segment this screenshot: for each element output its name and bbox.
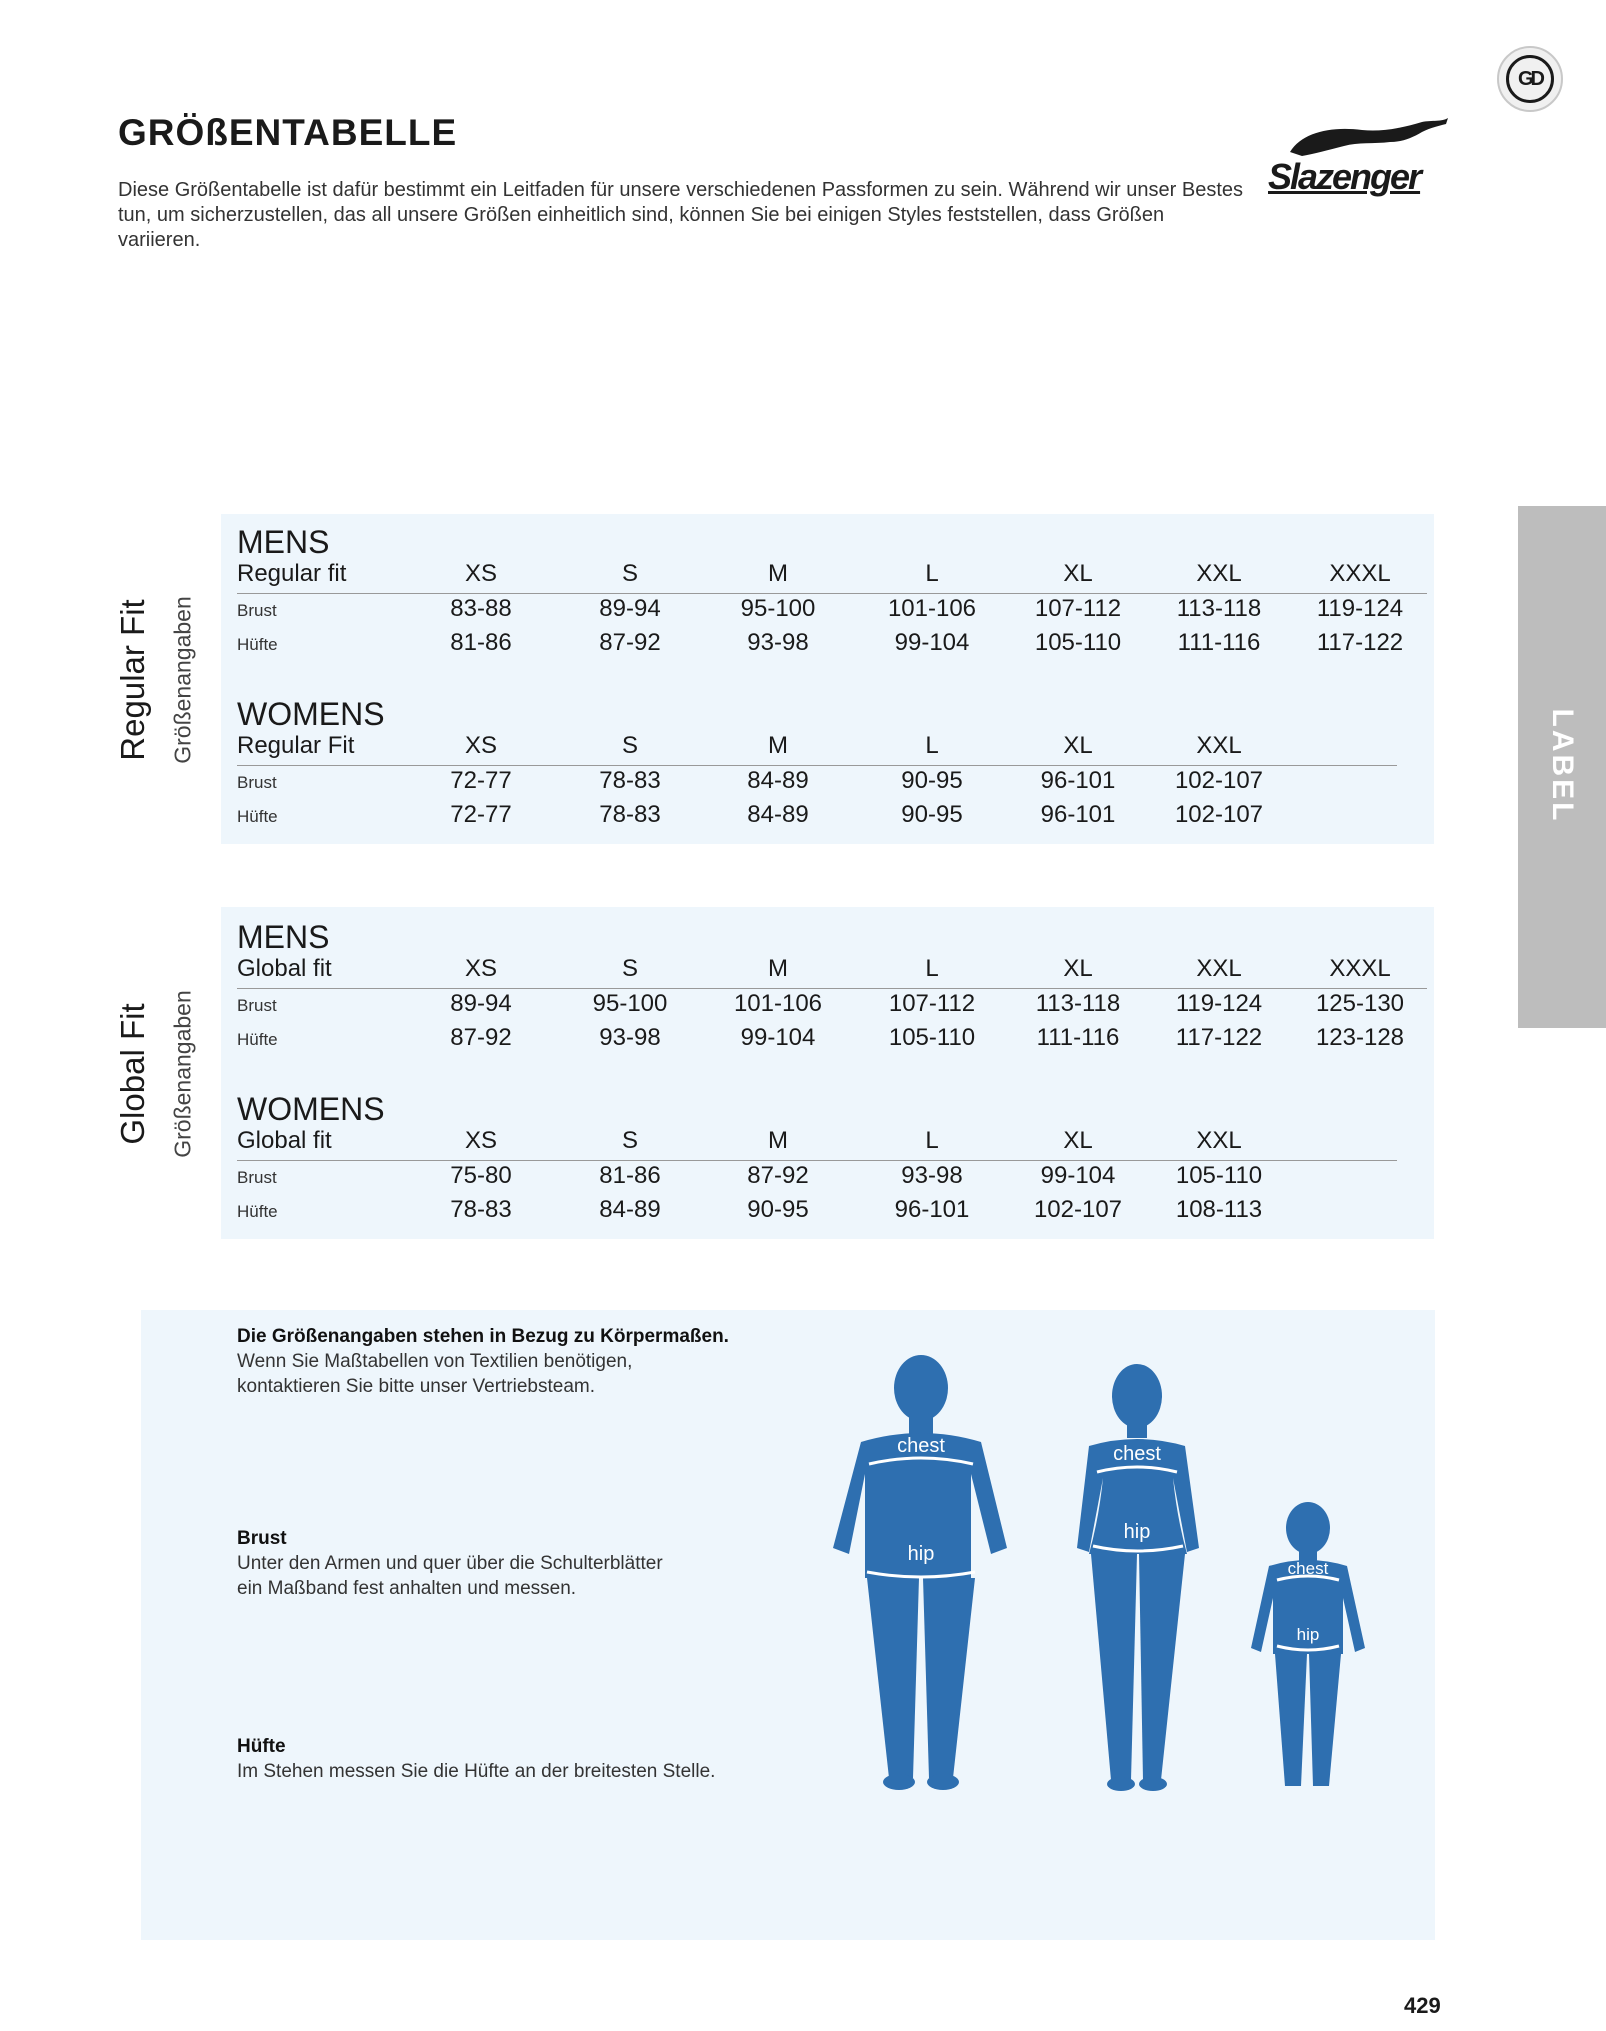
table-cell: 95-100 [740,595,816,622]
table-cell: 90-95 [747,1196,809,1223]
fit-label: Regular fit [237,560,347,587]
regular-fit-sublabel: Größenangaben [169,596,196,764]
table-cell: 90-95 [901,767,963,794]
size-header: L [925,732,939,759]
table-cell: 117-122 [1175,1024,1263,1051]
size-header: M [768,732,788,759]
size-header: XXXL [1329,560,1391,587]
table-cell: 102-107 [1174,767,1264,794]
row-label: Brust [237,601,277,620]
side-tab-label: LABEL [1546,708,1579,824]
size-header: XL [1063,732,1093,759]
table-cell: 111-116 [1177,629,1261,656]
size-header: L [925,560,939,587]
child-figure-icon [1251,1502,1365,1786]
global-fit-title: Global Fit [114,1003,151,1145]
hip-label: hip [1123,1521,1151,1543]
intro-line: Wenn Sie Maßtabellen von Textilien benötigen, [237,1351,633,1372]
size-header: XS [464,732,497,759]
table-row [237,1023,1427,1057]
table-cell: 102-107 [1033,1196,1123,1223]
woman-figure-icon [1077,1364,1199,1791]
size-header: S [621,732,638,759]
table-cell: 93-98 [599,1024,661,1051]
table-cell: 93-98 [747,629,809,656]
table-cell: 125-130 [1315,990,1405,1017]
table-cell: 107-112 [1034,595,1122,622]
table-cell: 84-89 [599,1196,661,1223]
measurement-panel [141,1310,1435,1940]
huefte-block [237,1734,715,1784]
table-cell: 84-89 [747,767,809,794]
table-cell: 105-110 [888,1024,976,1051]
body-figures-illustration [821,1348,1401,1928]
size-header: XXL [1196,1127,1242,1154]
table-heading: MENS [237,919,330,955]
table-cell: 89-94 [450,990,512,1017]
table-header-row [237,1127,1397,1161]
table-row [237,800,1397,834]
table-cell: 96-101 [894,1196,970,1223]
table-cell: 108-113 [1175,1196,1263,1223]
table-row [237,1161,1397,1195]
chest-label: chest [1287,1559,1329,1578]
table-cell: 101-106 [733,990,823,1017]
table-cell: 117-122 [1316,629,1404,656]
table-row [237,1195,1397,1229]
intro-heading: Die Größenangaben stehen in Bezug zu Körpermaßen. [237,1326,729,1347]
table-cell: 105-110 [1034,629,1122,656]
table-row [237,594,1427,628]
brust-block [237,1526,663,1601]
size-header: XL [1063,560,1093,587]
table-cell: 72-77 [450,801,512,828]
huefte-heading: Hüfte [237,1736,286,1757]
intro-line: kontaktieren Sie bitte unser Vertriebsteam. [237,1376,596,1397]
size-header: XS [464,560,497,587]
table-row [237,989,1427,1023]
row-label: Brust [237,773,277,792]
table-cell: 87-92 [599,629,661,656]
chest-label: chest [1113,1443,1161,1465]
size-header: XL [1063,1127,1093,1154]
table-cell: 99-104 [740,1024,816,1051]
hip-label: hip [1296,1625,1320,1644]
size-header: M [768,1127,788,1154]
size-header: XXL [1196,560,1242,587]
size-header: M [768,955,788,982]
table-cell: 105-110 [1175,1162,1263,1189]
size-header: XS [464,1127,497,1154]
global-mens-table [237,919,1427,1057]
size-header: L [925,1127,939,1154]
size-header: XXXL [1329,955,1391,982]
table-cell: 78-83 [599,801,661,828]
brust-heading: Brust [237,1528,287,1549]
table-heading: WOMENS [237,696,385,732]
table-cell: 75-80 [450,1162,512,1189]
table-cell: 111-116 [1036,1024,1120,1051]
brust-line: Unter den Armen und quer über die Schulterblätter [237,1553,663,1574]
gd-logo-icon [1497,46,1563,112]
table-cell: 84-89 [747,801,809,828]
hip-label: hip [907,1543,935,1565]
fit-label: Global fit [237,1127,332,1154]
fit-label: Global fit [237,955,332,982]
regular-fit-panel [221,514,1434,844]
table-cell: 95-100 [592,990,668,1017]
row-label: Brust [237,996,277,1015]
table-cell: 99-104 [894,629,970,656]
table-cell: 102-107 [1174,801,1264,828]
size-header: XXL [1196,732,1242,759]
table-cell: 72-77 [450,767,512,794]
regular-mens-table [237,524,1427,662]
fit-label: Regular Fit [237,732,355,759]
table-header-row [237,560,1427,594]
table-cell: 78-83 [599,767,661,794]
table-heading: WOMENS [237,1091,385,1127]
page-number: 429 [1404,1993,1441,2018]
row-label: Hüfte [237,1202,278,1221]
table-cell: 96-101 [1040,801,1116,828]
table-cell: 89-94 [599,595,661,622]
size-header: L [925,955,939,982]
table-cell: 119-124 [1316,595,1404,622]
table-cell: 107-112 [888,990,976,1017]
table-cell: 87-92 [450,1024,512,1051]
table-cell: 81-86 [450,629,512,656]
table-cell: 87-92 [747,1162,809,1189]
table-heading: MENS [237,524,330,560]
size-header: XXL [1196,955,1242,982]
huefte-line: Im Stehen messen Sie die Hüfte an der breitesten Stelle. [237,1761,716,1782]
table-cell: 93-98 [901,1162,963,1189]
global-fit-sublabel: Größenangaben [169,990,196,1158]
table-cell: 101-106 [887,595,977,622]
table-cell: 113-118 [1035,990,1121,1017]
table-header-row [237,732,1397,766]
size-header: S [621,1127,638,1154]
table-cell: 123-128 [1315,1024,1405,1051]
size-header: S [621,560,638,587]
side-tab [1518,506,1606,1028]
table-cell: 119-124 [1175,990,1263,1017]
chest-label: chest [897,1435,945,1457]
table-cell: 99-104 [1040,1162,1116,1189]
table-header-row [237,955,1427,989]
man-figure-icon [833,1355,1007,1790]
row-label: Hüfte [237,807,278,826]
row-label: Hüfte [237,1030,278,1049]
table-cell: 90-95 [901,801,963,828]
table-cell: 81-86 [599,1162,661,1189]
table-cell: 83-88 [450,595,512,622]
intro-text: Diese Größentabelle ist dafür bestimmt ein Leitfaden für unsere verschiedenen Passformen zu sein. Während wir unser Bestes tun, um sicherzustellen, das all unsere Größen einheitlich sind, können Sie bei einigen Styles feststellen, dass Größen variieren. [118,179,1243,251]
row-label: Hüfte [237,635,278,654]
intro-block [237,1324,729,1399]
table-row [237,766,1397,800]
table-cell: 113-118 [1176,595,1262,622]
global-fit-panel [221,907,1434,1239]
regular-womens-table [237,696,1397,834]
size-header: XL [1063,955,1093,982]
gd-logo-text: GD [1506,55,1554,103]
size-header: S [621,955,638,982]
size-header: M [768,560,788,587]
brust-line: ein Maßband fest anhalten und messen. [237,1578,577,1599]
brand-name: Slazenger [1268,156,1421,197]
global-womens-table [237,1091,1397,1229]
regular-fit-title: Regular Fit [114,599,151,761]
table-cell: 96-101 [1040,767,1116,794]
table-row [237,628,1427,662]
size-header: XS [464,955,497,982]
table-cell: 78-83 [450,1196,512,1223]
page-title: GRÖßENTABELLE [118,112,458,153]
row-label: Brust [237,1168,277,1187]
